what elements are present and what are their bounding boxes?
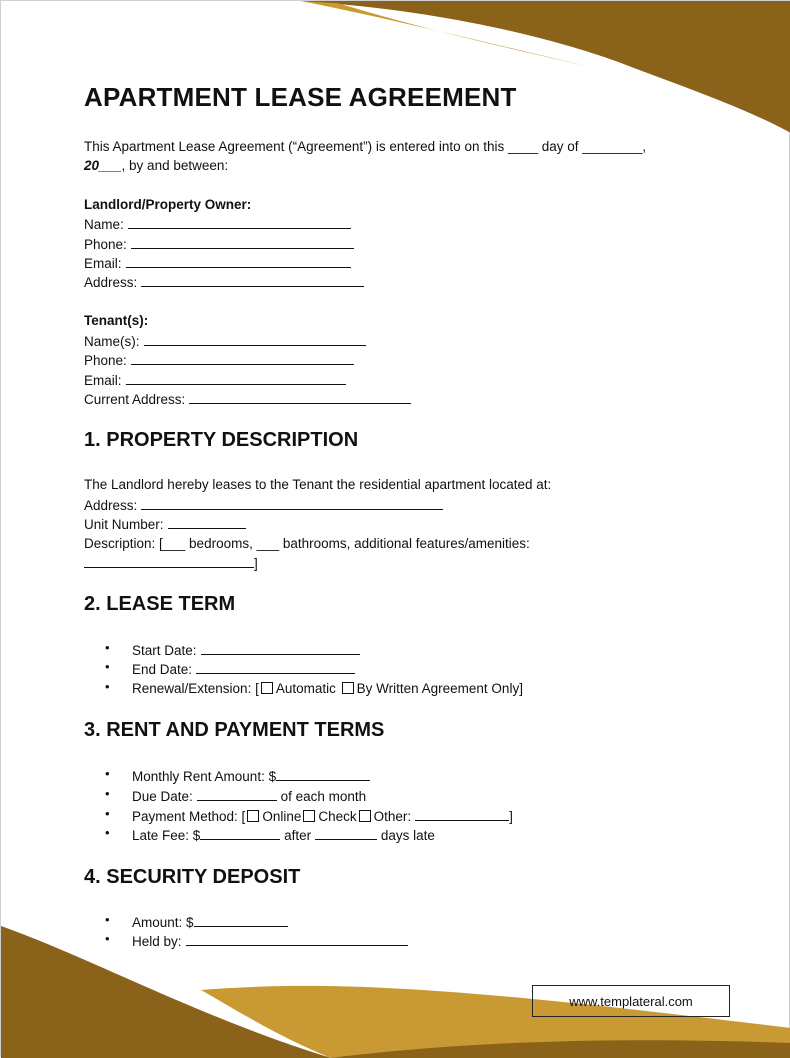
field-label: Address: — [84, 498, 138, 513]
tenant-email-field[interactable] — [84, 370, 346, 390]
other-checkbox[interactable] — [359, 810, 371, 822]
online-label: Online — [262, 809, 302, 824]
intro-line-2-rest: , by and between: — [121, 158, 229, 173]
bullet: • — [105, 659, 110, 674]
field-label: Phone: — [84, 237, 127, 252]
field-label: Unit Number: — [84, 517, 164, 532]
section-4-heading: 4. SECURITY DEPOSIT — [84, 866, 301, 888]
landlord-email-field[interactable] — [84, 253, 351, 273]
landlord-phone-field[interactable] — [84, 234, 354, 254]
tenant-names-field[interactable] — [84, 331, 366, 351]
property-unit-field[interactable] — [84, 514, 246, 534]
other-label: Other: — [373, 809, 412, 824]
bullet: • — [105, 825, 110, 840]
section-3-heading: 3. RENT AND PAYMENT TERMS — [84, 719, 385, 741]
field-label: Phone: — [84, 353, 127, 368]
lease-end-field[interactable] — [132, 659, 355, 679]
bracket-close: ] — [509, 809, 513, 824]
tenant-current-address-field[interactable] — [84, 389, 411, 409]
field-label: Current Address: — [84, 392, 186, 407]
field-label: Name(s): — [84, 334, 140, 349]
bullet: • — [105, 786, 110, 801]
late-suffix: days late — [380, 828, 435, 843]
deposit-held-by-field[interactable] — [132, 931, 408, 951]
check-checkbox[interactable] — [303, 810, 315, 822]
bullet: • — [105, 931, 110, 946]
field-label: Email: — [84, 256, 122, 271]
property-address-field[interactable] — [84, 495, 443, 515]
late-after: after — [284, 828, 312, 843]
written-agreement-checkbox[interactable] — [342, 682, 354, 694]
tenant-phone-field[interactable] — [84, 350, 354, 370]
field-label: Due Date: — [132, 789, 193, 804]
renewal-label: Renewal/Extension: [ — [132, 681, 259, 696]
payment-method-label: Payment Method: [ — [132, 809, 246, 824]
bullet: • — [105, 679, 110, 694]
lease-renewal-field — [132, 679, 523, 698]
lease-start-field[interactable] — [132, 640, 360, 660]
bullet: • — [105, 806, 110, 821]
property-description-field[interactable]: Description: [___ bedrooms, ___ bathrooms, additional features/amenities: — [84, 536, 530, 551]
landlord-heading: Landlord/Property Owner: — [84, 197, 252, 212]
deposit-amount-field[interactable] — [132, 912, 288, 932]
online-checkbox[interactable] — [247, 810, 259, 822]
due-suffix: of each month — [280, 789, 367, 804]
field-label: Address: — [84, 275, 138, 290]
header-decoration — [1, 1, 790, 141]
other-input[interactable] — [415, 806, 509, 821]
field-label: Held by: — [132, 934, 182, 949]
property-description-line[interactable] — [84, 553, 258, 573]
due-date-field[interactable] — [132, 786, 366, 806]
payment-method-field — [132, 806, 513, 826]
bullet: • — [105, 640, 110, 655]
section-1-heading: 1. PROPERTY DESCRIPTION — [84, 429, 359, 451]
landlord-address-field[interactable] — [84, 272, 364, 292]
late-fee-field[interactable] — [132, 825, 435, 845]
automatic-label: Automatic — [275, 681, 336, 696]
automatic-checkbox[interactable] — [261, 682, 273, 694]
section-2-heading: 2. LEASE TERM — [84, 593, 236, 615]
bullet: • — [105, 912, 110, 927]
written-agreement-label: By Written Agreement Only] — [356, 681, 523, 696]
intro-year: 20___ — [84, 158, 122, 173]
field-label: Email: — [84, 373, 122, 388]
intro-line-2 — [84, 156, 228, 175]
bracket-close: ] — [254, 556, 258, 571]
field-label: Start Date: — [132, 643, 197, 658]
bullet: • — [105, 766, 110, 781]
field-label: Name: — [84, 217, 124, 232]
tenant-heading: Tenant(s): — [84, 313, 149, 328]
check-label: Check — [318, 809, 357, 824]
property-intro: The Landlord hereby leases to the Tenant the residential apartment located at: — [84, 477, 552, 492]
document-title: APARTMENT LEASE AGREEMENT — [84, 82, 517, 112]
website-box: www.templateral.com — [532, 985, 730, 1017]
field-label: Monthly Rent Amount: $ — [132, 769, 277, 784]
intro-line-1: This Apartment Lease Agreement (“Agreement”) is entered into on this ____ day of ________, — [84, 139, 647, 154]
field-label: Amount: $ — [132, 915, 194, 930]
landlord-name-field[interactable] — [84, 214, 351, 234]
field-label: End Date: — [132, 662, 193, 677]
monthly-rent-field[interactable] — [132, 766, 370, 786]
field-label: Late Fee: $ — [132, 828, 201, 843]
